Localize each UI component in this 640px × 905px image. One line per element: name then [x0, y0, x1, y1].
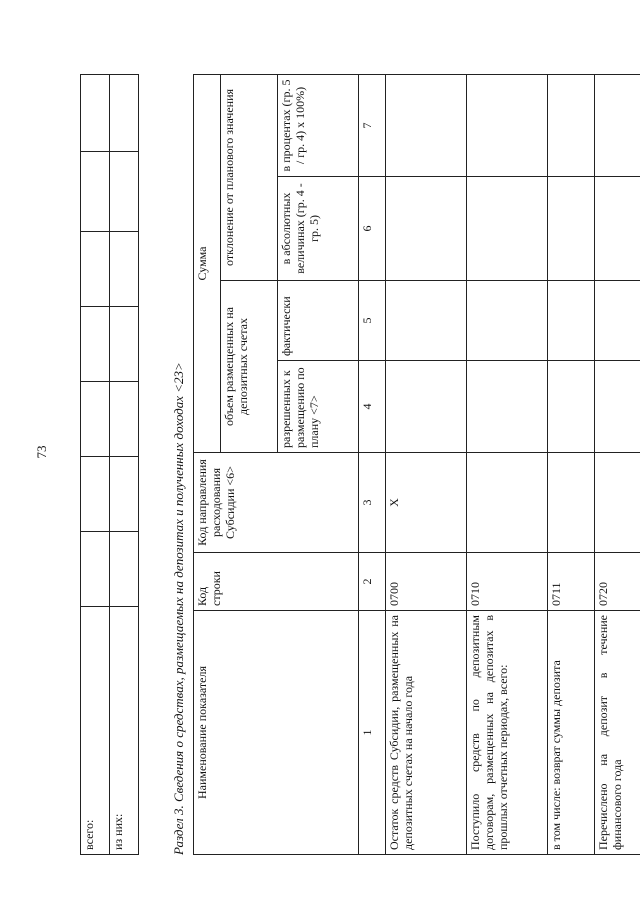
section-title: Раздел 3. Сведения о средствах, размещаемых на депозитах и полученных доходах <23> — [171, 362, 186, 855]
page-number: 73 — [34, 445, 49, 459]
table-row — [467, 74, 548, 854]
row-code: 0711 — [548, 553, 595, 611]
header-direction: Код направления расходования Субсидии <6> — [194, 453, 359, 553]
header-name: Наименование показателя — [194, 611, 359, 855]
header-actual: фактически — [278, 281, 359, 361]
column-number: 5 — [359, 281, 386, 361]
row-direction — [467, 453, 548, 553]
header-code: Код строки — [194, 553, 359, 611]
table-row — [595, 74, 640, 854]
row-direction — [595, 453, 640, 553]
table-row — [548, 74, 595, 854]
column-number: 6 — [359, 177, 386, 281]
column-number: 3 — [359, 453, 386, 553]
row-name: в том числе: возврат суммы депозита — [548, 611, 595, 855]
row-label: всего: — [81, 607, 110, 855]
section3-table — [193, 74, 640, 855]
row-direction: X — [386, 453, 467, 553]
column-number: 4 — [359, 361, 386, 453]
column-number: 2 — [359, 553, 386, 611]
column-numbers-row — [359, 74, 386, 854]
row-name: Перечислено на депозит в течение финансового года — [595, 611, 640, 855]
table-row — [386, 74, 467, 854]
table-row — [110, 75, 139, 855]
rotated-page — [80, 75, 640, 855]
header-absolute: в абсолютных величинах (гр. 4 - гр. 5) — [278, 177, 359, 281]
row-code: 0700 — [386, 553, 467, 611]
column-number: 7 — [359, 74, 386, 176]
row-direction — [548, 453, 595, 553]
row-code: 0710 — [467, 553, 548, 611]
column-number: 1 — [359, 611, 386, 855]
row-name: Поступило средств по депозитным договорам, размещенных на депозитах в прошлых отчетных периодах, всего: — [467, 611, 548, 855]
row-code: 0720 — [595, 553, 640, 611]
header-volume: объем размещенных на депозитных счетах — [221, 281, 278, 453]
header-allowed: разрешенных к размещению по плану <7> — [278, 361, 359, 453]
header-deviation: отклонение от планового значения — [221, 74, 278, 280]
row-name: Остаток средств Субсидии, размещенных на депозитных счетах на начало года — [386, 611, 467, 855]
table-row — [81, 75, 110, 855]
header-sum: Сумма — [194, 74, 221, 452]
header-percent: в процентах (гр. 5 / гр. 4) x 100%) — [278, 74, 359, 176]
header-row — [194, 74, 221, 854]
row-label: из них: — [110, 607, 139, 855]
top-table — [80, 74, 139, 855]
